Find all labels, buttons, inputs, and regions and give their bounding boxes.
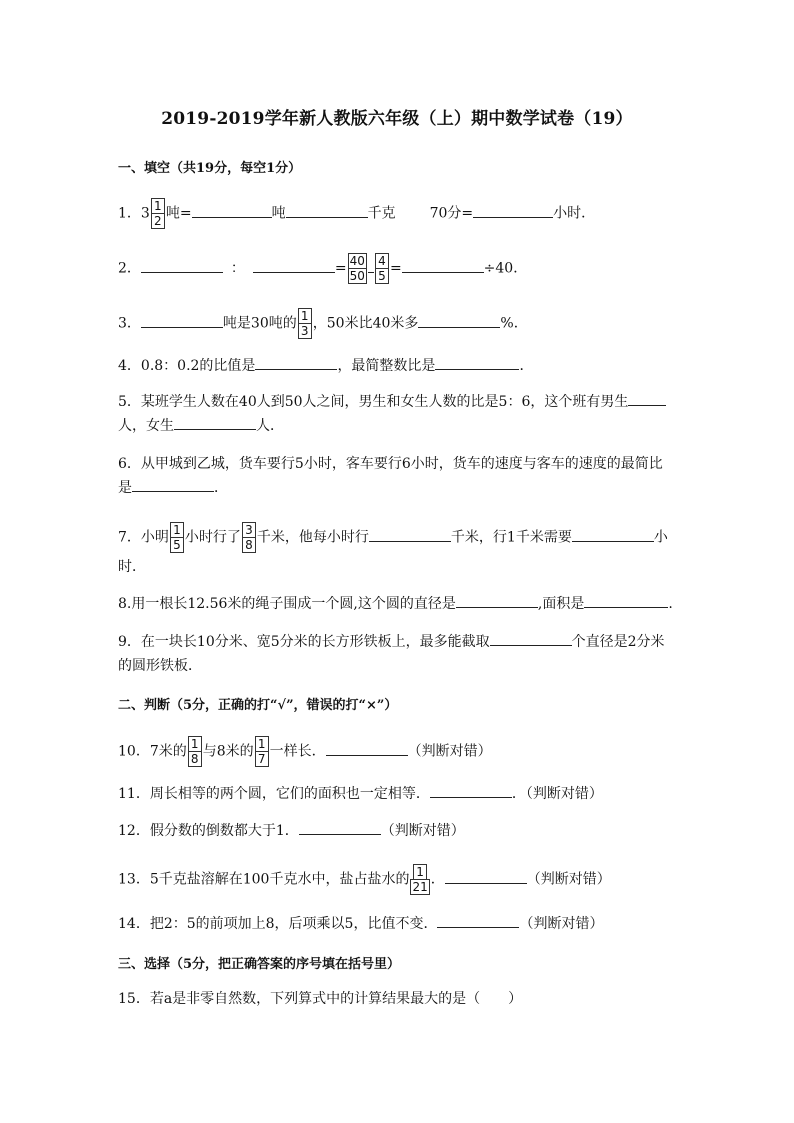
question-10: 10．7米的 $\frac{1}{8}$ 与8米的 $\frac{1}{7}$ 一样长． （判断对错） bbox=[118, 737, 492, 766]
fraction: $\frac{1}{3}$ bbox=[298, 308, 312, 339]
answer-blank[interactable] bbox=[132, 477, 214, 492]
answer-blank[interactable] bbox=[141, 258, 223, 273]
question-9: 9．在一块长10分米、宽5分米的长方形铁板上，最多能截取 个直径是2分米 bbox=[118, 631, 665, 653]
answer-blank[interactable] bbox=[490, 631, 572, 646]
fraction: $\frac{40}{50}$ bbox=[349, 254, 365, 283]
answer-blank[interactable] bbox=[445, 869, 527, 884]
question-4: 4．0.8：0.2的比值是 ，最简整数比是 ． bbox=[118, 355, 533, 377]
fraction: $\frac{1}{2}$ bbox=[151, 198, 165, 229]
section-choice-heading: 三、选择（5分，把正确答案的序号填在括号里） bbox=[118, 957, 401, 972]
answer-blank[interactable] bbox=[299, 820, 381, 835]
answer-blank[interactable] bbox=[253, 258, 335, 273]
question-11: 11．周长相等的两个圆，它们的面积也一定相等． ．（判断对错） bbox=[118, 783, 603, 805]
answer-blank[interactable] bbox=[572, 527, 654, 542]
answer-blank[interactable] bbox=[326, 741, 408, 756]
answer-blank[interactable] bbox=[368, 258, 374, 273]
question-6-line-2: 是 ． bbox=[118, 477, 228, 499]
answer-blank[interactable] bbox=[430, 783, 512, 798]
fraction: $\frac{1}{7}$ bbox=[255, 736, 269, 767]
question-8: 8.用一根长12.56米的绳子围成一个圆,这个圆的直径是 ,面积是 . bbox=[118, 593, 673, 615]
question-9-line-2: 的圆形铁板． bbox=[118, 658, 202, 674]
fraction: $\frac{3}{8}$ bbox=[242, 522, 256, 553]
fraction: $\frac{1}{8}$ bbox=[188, 736, 202, 767]
answer-blank[interactable] bbox=[584, 593, 668, 608]
question-7-line-2: 时． bbox=[118, 559, 146, 575]
question-6: 6．从甲城到乙城，货车要行5小时，客车要行6小时，货车的速度与客车的速度的最简比 bbox=[118, 456, 663, 472]
answer-blank[interactable] bbox=[141, 313, 223, 328]
answer-blank[interactable] bbox=[255, 355, 337, 370]
question-1: 1．3 $\frac{1}{2}$ 吨= 吨 千克 70分= 小时． bbox=[118, 199, 596, 228]
section-fill-blank-heading: 一、填空（共19分，每空1分） bbox=[118, 161, 302, 176]
question-14: 14．把2：5的前项加上8，后项乘以5，比值不变． （判断对错） bbox=[118, 913, 603, 935]
page-title: 2019-2019学年新人教版六年级（上）期中数学试卷（19） bbox=[161, 109, 633, 129]
question-7: 7．小明 $\frac{1}{5}$ 小时行了 $\frac{3}{8}$ 千米，他每小时行 千米，行1千米需要 小 bbox=[118, 523, 668, 552]
fraction: $\frac{1}{5}$ bbox=[170, 522, 184, 553]
question-5-line-2: 人，女生 人． bbox=[118, 415, 284, 437]
question-5: 5．某班学生人数在40人到50人之间，男生和女生人数的比是5：6，这个班有男生 bbox=[118, 391, 666, 413]
answer-blank[interactable] bbox=[286, 203, 368, 218]
answer-blank[interactable] bbox=[456, 593, 538, 608]
answer-blank[interactable] bbox=[628, 391, 666, 406]
question-12: 12．假分数的倒数都大于1． （判断对错） bbox=[118, 820, 465, 842]
question-15: 15．若a是非零自然数，下列算式中的计算结果最大的是（ ） bbox=[118, 991, 523, 1007]
question-3: 3． 吨是30吨的 $\frac{1}{3}$ ，50米比40米多 %． bbox=[118, 309, 528, 338]
answer-blank[interactable] bbox=[192, 203, 272, 218]
answer-blank[interactable] bbox=[437, 913, 519, 928]
fraction: $\frac{4}{5}$ bbox=[375, 253, 389, 284]
answer-blank[interactable] bbox=[402, 258, 484, 273]
section-true-false-heading: 二、判断（5分，正确的打“√”，错误的打“×”） bbox=[118, 698, 398, 713]
answer-blank[interactable] bbox=[369, 527, 451, 542]
question-13: 13．5千克盐溶解在100千克水中，盐占盐水的 $\frac{1}{21}$ ． （判断对错） bbox=[118, 865, 611, 894]
answer-blank[interactable] bbox=[174, 415, 256, 430]
answer-blank[interactable] bbox=[473, 203, 553, 218]
answer-blank[interactable] bbox=[418, 313, 500, 328]
fraction: $\frac{1}{21}$ bbox=[412, 865, 428, 894]
question-2: 2． ： = $\frac{40}{50}$ $\frac{4}{5}$ = ÷40． bbox=[118, 254, 528, 283]
answer-blank[interactable] bbox=[435, 355, 519, 370]
